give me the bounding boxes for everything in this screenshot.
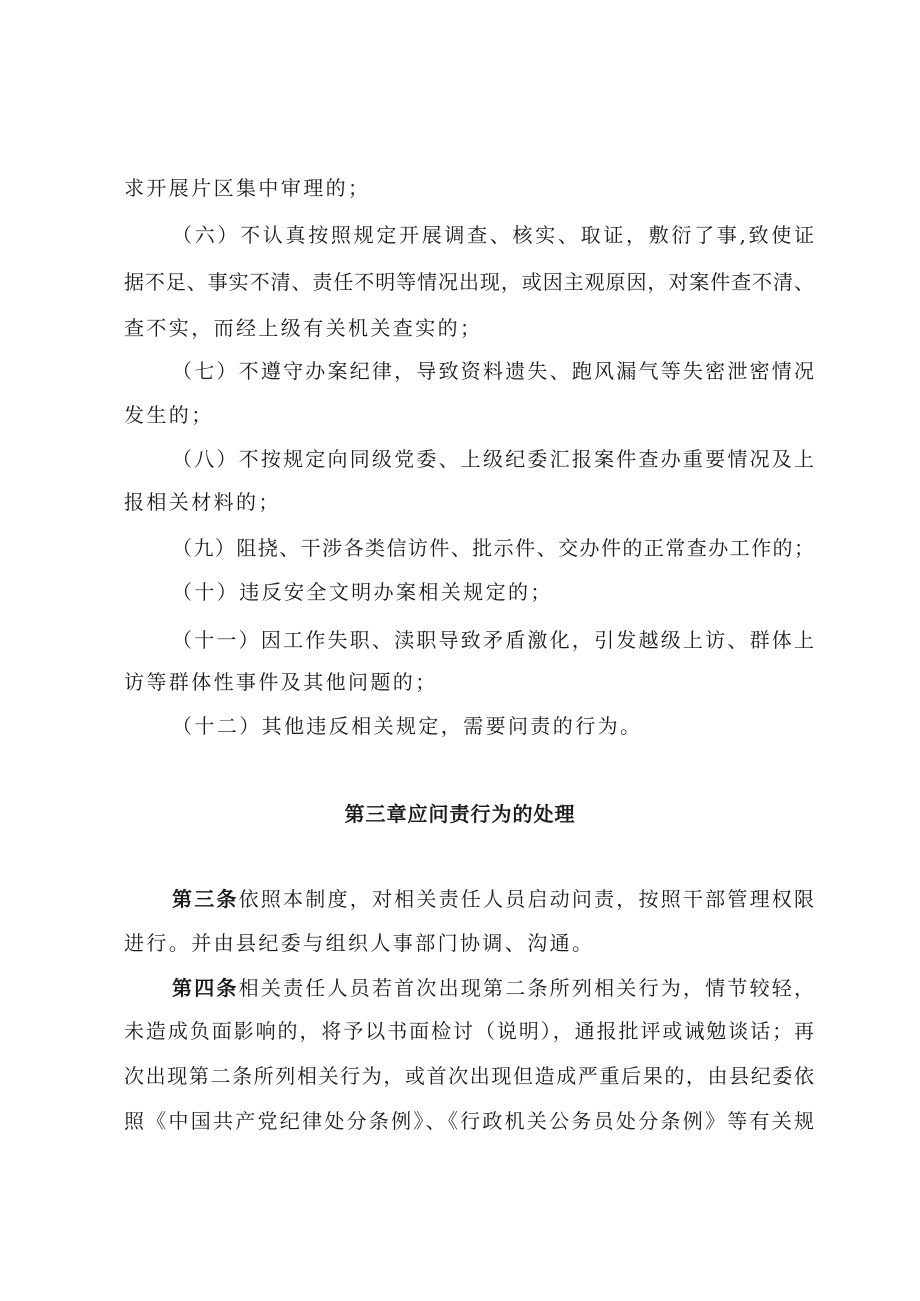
text-line: （十）违反安全文明办案相关规定的； (172, 580, 553, 604)
text-line: 发生的； (124, 403, 214, 427)
text-line: 次出现第二条所列相关行为，或首次出现但造成严重后果的，由县纪委依 (124, 1064, 814, 1088)
text-line: 报相关材料的； (124, 490, 281, 514)
text-line: 进行。并由县纪委与组织人事部门协调、沟通。 (124, 931, 595, 955)
text-line: （九）阻挠、干涉各类信访件、批示件、交办件的正常查办工作的； (172, 536, 814, 560)
article-3-line-1 (172, 885, 814, 913)
article-3-text: 依照本制度，对相关责任人员启动问责，按照干部管理权限 (238, 887, 815, 911)
text-line: 查不实，而经上级有关机关查实的； (124, 316, 483, 340)
text-line: （七）不遵守办案纪律，导致资料遗失、跑风漏气等失密泄密情况 (172, 359, 814, 383)
article-4-text: 相关责任人员若首次出现第二条所列相关行为，情节较轻， (238, 976, 815, 1000)
text-line: （十二）其他违反相关规定，需要问责的行为。 (172, 714, 643, 738)
text-line: （十一）因工作失职、渎职导致矛盾激化，引发越级上访、群体上 (172, 628, 814, 652)
text-line: （八）不按规定向同级党委、上级纪委汇报案件查办重要情况及上 (172, 447, 814, 471)
article-4-line-1 (172, 974, 814, 1002)
text-line: 未造成负面影响的，将予以书面检讨（说明），通报批评或诫勉谈话；再 (124, 1019, 814, 1043)
text-line: 求开展片区集中审理的； (124, 176, 371, 200)
text-line: （六）不认真按照规定开展调查、核实、取证，敷衍了事,致使证 (172, 223, 814, 247)
text-line: 照《中国共产党纪律处分条例》、《行政机关公务员处分条例》等有关规 (124, 1109, 814, 1133)
text-line: 据不足、事实不清、责任不明等情况出现，或因主观原因，对案件查不清、 (124, 270, 814, 294)
article-4-label: 第四条 (172, 976, 239, 1000)
chapter-heading: 第三章应问责行为的处理 (344, 802, 576, 826)
text-line: 访等群体性事件及其他问题的； (124, 670, 438, 694)
article-3-label: 第三条 (172, 887, 239, 911)
